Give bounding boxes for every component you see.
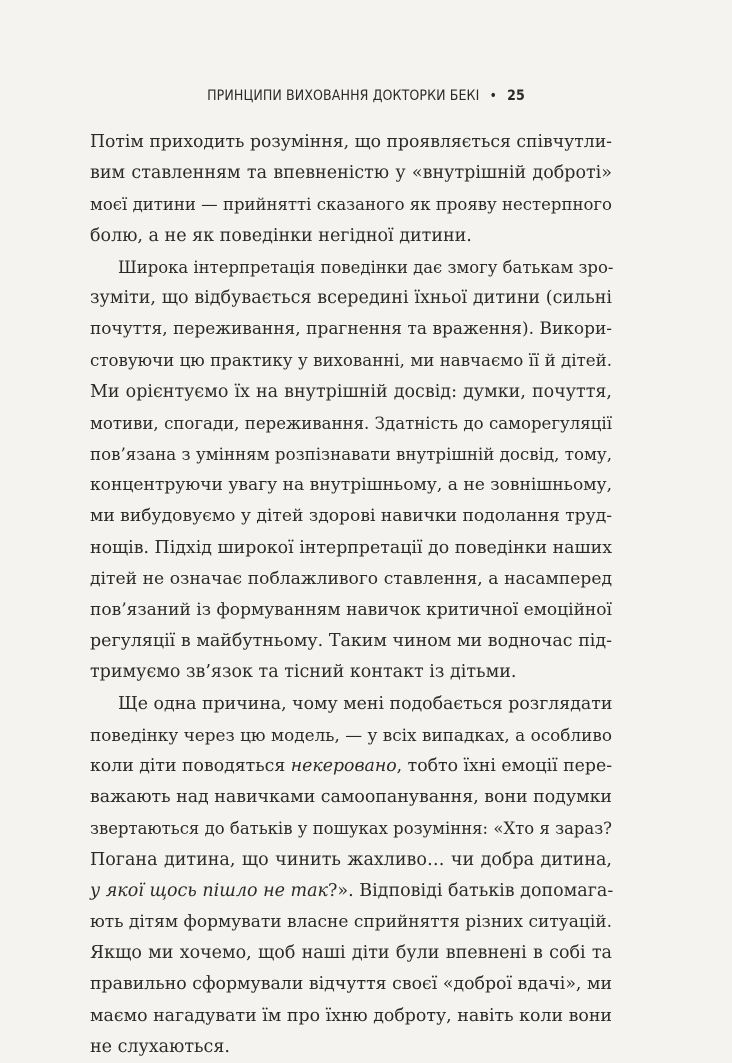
text-line: звертаються до батьків у пошуках розуміння: «Хто я зараз? — [90, 819, 612, 839]
text-line: не слухаються. — [90, 1036, 230, 1057]
text-line: вим ставленням та впевненістю у «внутрішній доброті» — [90, 163, 612, 184]
text-line: Потім приходить розуміння, що проявляється співчутли- — [90, 132, 612, 152]
text-line: Ще одна причина, чому мені подобається розглядати — [118, 693, 613, 714]
text-line: болю, а не як поведінки негідної дитини. — [90, 225, 472, 246]
text-line: ми вибудовуємо у дітей здорові навички подолання труд- — [90, 506, 613, 527]
running-header — [0, 88, 732, 104]
text-run-italic: у якої щось пішло не так — [90, 880, 329, 901]
text-line: пов’язана з умінням розпізнавати внутрішній досвід, тому, — [90, 445, 612, 465]
text-line: концентруючи увагу на внутрішньому, а не зовнішньому, — [90, 475, 613, 496]
text-line: дітей не означає поблажливого ставлення, а насамперед — [90, 568, 612, 589]
text-line: Якщо ми хочемо, щоб наші діти були впевнені в собі та — [90, 943, 612, 964]
text-line-mixed — [90, 751, 612, 782]
text-run-italic: некеровано — [290, 756, 397, 777]
text-line: нощів. Підхід широкої інтерпретації до поведінки наших — [90, 537, 612, 558]
text-line: правильно сформували відчуття своєї «доброї вдачі», ми — [90, 974, 612, 995]
page-number: 25 — [507, 88, 525, 104]
text-line: зуміти, що відбувається всередині їхньої дитини (сильні — [90, 288, 612, 309]
text-line: моєї дитини — прийнятті сказаного як прояву нестерпного — [90, 195, 612, 215]
text-run: , тобто їхні емоції пере- — [396, 756, 613, 777]
text-line: стовуючи цю практику у вихованні, ми навчаємо її й дітей. — [90, 351, 612, 371]
text-line: регуляції в майбутньому. Таким чином ми водночас під- — [90, 631, 612, 652]
text-line: пов’язаний із формуванням навичок критичної емоційної — [90, 600, 612, 621]
text-line: поведінку через цю модель, — у всіх випадках, а особливо — [90, 724, 612, 745]
text-line: маємо нагадувати їм про їхню доброту, навіть коли вони — [90, 1005, 612, 1026]
text-line: Широка інтерпретація поведінки дає змогу батькам зро- — [118, 257, 614, 277]
text-line-mixed — [90, 876, 612, 907]
text-line: мотиви, спогади, переживання. Здатність до саморегуляції — [90, 413, 612, 433]
text-run: коли діти поводяться — [90, 756, 291, 777]
header-bullet: • — [489, 88, 498, 104]
text-run: ?». Відповіді батьків допомага- — [328, 880, 614, 901]
text-line: ють дітям формувати власне сприйняття різних ситуацій. — [90, 912, 612, 933]
running-header-title: ПРИНЦИПИ ВИХОВАННЯ ДОКТОРКИ БЕКІ — [207, 88, 480, 104]
text-line: почуття, переживання, прагнення та враження). Викори- — [90, 319, 612, 340]
text-line: Ми орієнтуємо їх на внутрішній досвід: думки, почуття, — [90, 381, 612, 402]
body-text — [90, 127, 612, 1063]
text-line: Погана дитина, що чинить жахливо… чи добра дитина, — [90, 849, 612, 870]
text-line: тримуємо зв’язок та тісний контакт із дітьми. — [90, 662, 517, 683]
text-line: важають над навичками самоопанування, вони подумки — [90, 787, 612, 808]
